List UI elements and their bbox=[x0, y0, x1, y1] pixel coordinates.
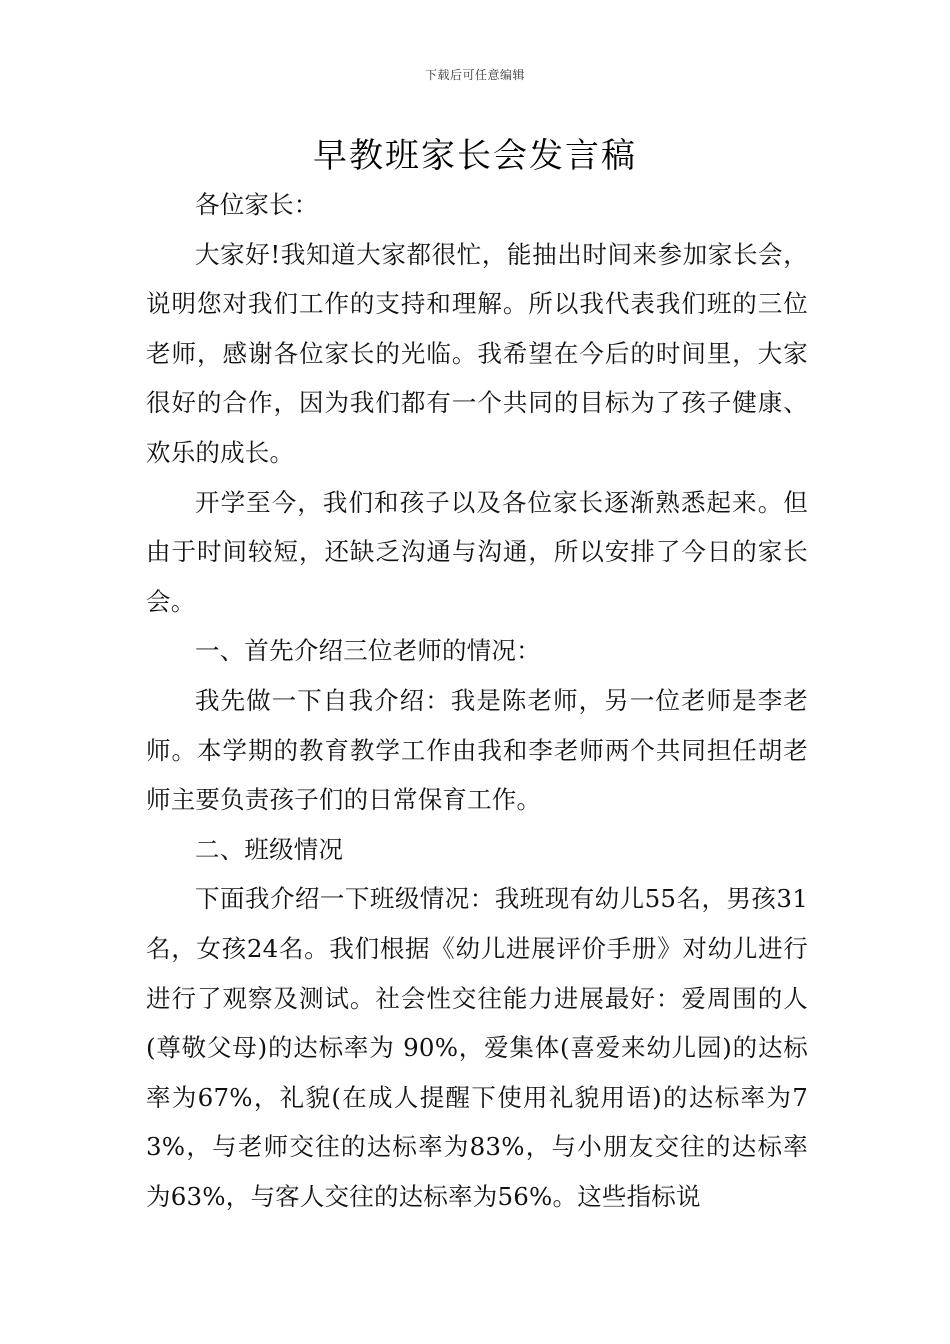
greeting-paragraph: 各位家长： bbox=[195, 190, 319, 219]
teachers-paragraph: 我先做一下自我介绍：我是陈老师，另一位老师是李老师。本学期的教育教学工作由我和李老师两个共同担任胡老师主要负责孩子们的日常保育工作。 bbox=[146, 685, 808, 815]
class-paragraph: 下面我介绍一下班级情况：我班现有幼儿55名，男孩31名，女孩24名。我们根据《幼儿进展评价手册》对幼儿进行进行了观察及测试。社会性交往能力进展最好：爱周围的人(尊敬父母)的达标率为 90%，爱集体(喜爱来幼儿园)的达标率为67%，礼貌(在成人提醒下使用礼貌用语)的达标率为73%，与老师交往的达标率为83%，与小朋友交往的达标率为63%，与客人交往的达标率为56%。这些指标说 bbox=[146, 884, 808, 1211]
section-heading-class: 二、班级情况 bbox=[195, 834, 344, 864]
intro-paragraph: 大家好!我知道大家都很忙，能抽出时间来参加家长会，说明您对我们工作的支持和理解。所以我代表我们班的三位老师，感谢各位家长的光临。我希望在今后的时间里，大家很好的合作，因为我们都有一个共同的目标为了孩子健康、欢乐的成长。 bbox=[146, 239, 808, 467]
purpose-paragraph: 开学至今，我们和孩子以及各位家长逐渐熟悉起来。但由于时间较短，还缺乏沟通与沟通，所以安排了今日的家长会。 bbox=[146, 487, 808, 616]
section-heading-teachers: 一、首先介绍三位老师的情况： bbox=[195, 636, 541, 666]
document-body bbox=[146, 180, 808, 1221]
header-note: 下载后可任意编辑 bbox=[424, 68, 525, 82]
document-title: 早教班家长会发言稿 bbox=[313, 136, 637, 176]
